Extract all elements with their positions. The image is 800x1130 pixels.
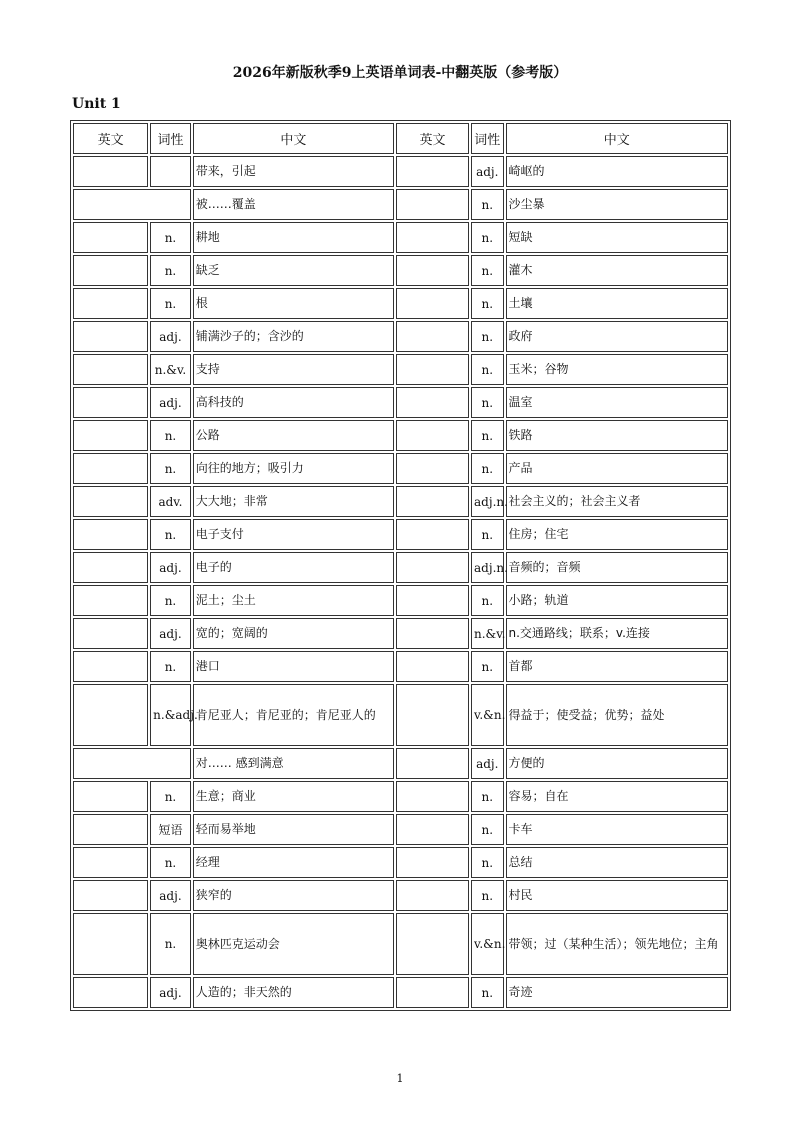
chinese-meaning-cell: 得益于；使受益；优势；益处 (506, 684, 728, 746)
part-of-speech-cell: adv. (150, 486, 191, 517)
part-of-speech-cell: n. (150, 420, 191, 451)
chinese-meaning-cell: 沙尘暴 (506, 189, 728, 220)
english-answer-cell[interactable] (73, 748, 191, 779)
chinese-meaning-cell: 电子支付 (193, 519, 394, 550)
chinese-meaning-cell: 容易；自在 (506, 781, 728, 812)
chinese-meaning-cell: 音频的；音频 (506, 552, 728, 583)
part-of-speech-cell: v.&n. (471, 913, 504, 975)
chinese-meaning-cell: 玉米；谷物 (506, 354, 728, 385)
table-row (73, 684, 728, 746)
english-answer-cell[interactable] (396, 321, 469, 352)
chinese-meaning-cell: 泥土；尘土 (193, 585, 394, 616)
table-row (73, 977, 728, 1008)
english-answer-cell[interactable] (396, 354, 469, 385)
chinese-meaning-cell: 首都 (506, 651, 728, 682)
part-of-speech-cell: n. (471, 255, 504, 286)
part-of-speech-cell: n. (471, 519, 504, 550)
table-row (73, 288, 728, 319)
part-of-speech-cell: n. (471, 880, 504, 911)
part-of-speech-cell: n. (471, 977, 504, 1008)
part-of-speech-cell: v.&n. (471, 684, 504, 746)
chinese-meaning-cell: 高科技的 (193, 387, 394, 418)
english-answer-cell[interactable] (73, 321, 148, 352)
vocabulary-table (70, 120, 731, 1011)
part-of-speech-cell: n. (471, 651, 504, 682)
chinese-meaning-cell: 短缺 (506, 222, 728, 253)
table-row (73, 486, 728, 517)
part-of-speech-cell: n. (471, 387, 504, 418)
english-answer-cell[interactable] (396, 486, 469, 517)
table-row (73, 618, 728, 649)
english-answer-cell[interactable] (396, 781, 469, 812)
chinese-meaning-cell: 灌木 (506, 255, 728, 286)
part-of-speech-cell: n. (471, 420, 504, 451)
english-answer-cell[interactable] (73, 453, 148, 484)
english-answer-cell[interactable] (396, 748, 469, 779)
chinese-meaning-cell: 大大地；非常 (193, 486, 394, 517)
header-chinese: 中文 (506, 123, 728, 154)
english-answer-cell[interactable] (396, 288, 469, 319)
english-answer-cell[interactable] (396, 387, 469, 418)
table-row (73, 222, 728, 253)
chinese-meaning-cell: 崎岖的 (506, 156, 728, 187)
part-of-speech-cell: n. (471, 781, 504, 812)
part-of-speech-cell: n. (150, 255, 191, 286)
unit-heading: Unit 1 (72, 96, 121, 112)
part-of-speech-cell: n. (150, 585, 191, 616)
chinese-meaning-cell: 村民 (506, 880, 728, 911)
header-part-of-speech: 词性 (471, 123, 504, 154)
english-answer-cell[interactable] (396, 453, 469, 484)
part-of-speech-cell: adj. (150, 387, 191, 418)
english-answer-cell[interactable] (396, 618, 469, 649)
chinese-meaning-cell: 奥林匹克运动会 (193, 913, 394, 975)
table-row (73, 189, 728, 220)
chinese-meaning-cell: 总结 (506, 847, 728, 878)
part-of-speech-cell: adj. (150, 321, 191, 352)
part-of-speech-cell: n. (471, 453, 504, 484)
part-of-speech-cell: adj. (150, 977, 191, 1008)
part-of-speech-cell: n. (150, 651, 191, 682)
header-english: 英文 (396, 123, 469, 154)
chinese-meaning-cell: 电子的 (193, 552, 394, 583)
english-answer-cell[interactable] (396, 222, 469, 253)
english-answer-cell[interactable] (396, 585, 469, 616)
table-row (73, 781, 728, 812)
english-answer-cell[interactable] (73, 847, 148, 878)
english-answer-cell[interactable] (396, 552, 469, 583)
chinese-meaning-cell: 温室 (506, 387, 728, 418)
table-row (73, 880, 728, 911)
table-row (73, 585, 728, 616)
chinese-meaning-cell: 卡车 (506, 814, 728, 845)
chinese-meaning-cell: 政府 (506, 321, 728, 352)
english-answer-cell[interactable] (396, 847, 469, 878)
table-row (73, 156, 728, 187)
english-answer-cell[interactable] (73, 585, 148, 616)
english-answer-cell[interactable] (73, 684, 148, 746)
english-answer-cell[interactable] (73, 288, 148, 319)
part-of-speech-cell: n.&adj. (150, 684, 191, 746)
english-answer-cell[interactable] (73, 486, 148, 517)
english-answer-cell[interactable] (73, 651, 148, 682)
part-of-speech-cell: n. (471, 585, 504, 616)
table-row (73, 847, 728, 878)
chinese-meaning-cell: 公路 (193, 420, 394, 451)
part-of-speech-cell: n. (471, 847, 504, 878)
chinese-meaning-cell: 被……覆盖 (193, 189, 394, 220)
english-answer-cell[interactable] (396, 814, 469, 845)
chinese-meaning-cell: 方便的 (506, 748, 728, 779)
table-body (73, 156, 728, 1008)
part-of-speech-cell: n.&v. (471, 618, 504, 649)
table-row (73, 814, 728, 845)
part-of-speech-cell: n. (471, 189, 504, 220)
english-answer-cell[interactable] (73, 781, 148, 812)
chinese-meaning-cell: 土壤 (506, 288, 728, 319)
chinese-meaning-cell: 港口 (193, 651, 394, 682)
part-of-speech-cell: n. (150, 288, 191, 319)
chinese-meaning-cell: 向往的地方；吸引力 (193, 453, 394, 484)
english-answer-cell[interactable] (73, 814, 148, 845)
chinese-meaning-cell: 耕地 (193, 222, 394, 253)
chinese-meaning-cell: 人造的；非天然的 (193, 977, 394, 1008)
part-of-speech-cell: adj. (150, 552, 191, 583)
english-answer-cell[interactable] (396, 420, 469, 451)
header-english: 英文 (73, 123, 148, 154)
part-of-speech-cell: n. (471, 814, 504, 845)
english-answer-cell[interactable] (396, 156, 469, 187)
part-of-speech-cell: n. (150, 847, 191, 878)
english-answer-cell[interactable] (73, 189, 191, 220)
chinese-meaning-cell: 轻而易举地 (193, 814, 394, 845)
english-answer-cell[interactable] (396, 651, 469, 682)
part-of-speech-cell: n. (150, 222, 191, 253)
chinese-meaning-cell: 产品 (506, 453, 728, 484)
english-answer-cell[interactable] (73, 354, 148, 385)
part-of-speech-cell: adj.n. (471, 552, 504, 583)
table-row (73, 552, 728, 583)
english-answer-cell[interactable] (73, 387, 148, 418)
table-row (73, 321, 728, 352)
part-of-speech-cell: adj. (471, 748, 504, 779)
english-answer-cell[interactable] (73, 255, 148, 286)
table-row (73, 519, 728, 550)
part-of-speech-cell (150, 156, 191, 187)
english-answer-cell[interactable] (73, 519, 148, 550)
chinese-meaning-cell: 住房；住宅 (506, 519, 728, 550)
header-part-of-speech: 词性 (150, 123, 191, 154)
chinese-meaning-cell: 奇迹 (506, 977, 728, 1008)
english-answer-cell[interactable] (73, 156, 148, 187)
chinese-meaning-cell: 小路；轨道 (506, 585, 728, 616)
chinese-meaning-cell: 铺满沙子的；含沙的 (193, 321, 394, 352)
english-answer-cell[interactable] (396, 255, 469, 286)
english-answer-cell[interactable] (73, 913, 148, 975)
english-answer-cell[interactable] (73, 222, 148, 253)
table-header-row (73, 123, 728, 154)
part-of-speech-cell: n. (150, 781, 191, 812)
chinese-meaning-cell: 对…… 感到满意 (193, 748, 394, 779)
page-number: 1 (396, 1072, 404, 1085)
english-answer-cell[interactable] (396, 880, 469, 911)
chinese-meaning-cell: 铁路 (506, 420, 728, 451)
english-answer-cell[interactable] (73, 977, 148, 1008)
english-answer-cell[interactable] (396, 519, 469, 550)
chinese-meaning-cell: 经理 (193, 847, 394, 878)
chinese-meaning-cell: 生意；商业 (193, 781, 394, 812)
part-of-speech-cell: adj. (471, 156, 504, 187)
part-of-speech-cell: adj. (150, 618, 191, 649)
table-row (73, 255, 728, 286)
part-of-speech-cell: 短语 (150, 814, 191, 845)
english-answer-cell[interactable] (73, 880, 148, 911)
table-row (73, 387, 728, 418)
table-row (73, 420, 728, 451)
english-answer-cell[interactable] (73, 618, 148, 649)
table-row (73, 354, 728, 385)
table-row (73, 651, 728, 682)
part-of-speech-cell: n. (471, 321, 504, 352)
english-answer-cell[interactable] (396, 684, 469, 746)
chinese-meaning-cell: 根 (193, 288, 394, 319)
part-of-speech-cell: adj. (150, 880, 191, 911)
part-of-speech-cell: n. (150, 519, 191, 550)
part-of-speech-cell: n. (471, 354, 504, 385)
part-of-speech-cell: adj.n. (471, 486, 504, 517)
english-answer-cell[interactable] (396, 977, 469, 1008)
table-row (73, 453, 728, 484)
english-answer-cell[interactable] (396, 913, 469, 975)
part-of-speech-cell: n. (471, 222, 504, 253)
chinese-meaning-cell: 带领；过（某种生活）；领先地位；主角 (506, 913, 728, 975)
chinese-meaning-cell: 宽的；宽阔的 (193, 618, 394, 649)
document-title: 2026年新版秋季9上英语单词表-中翻英版（参考版） (232, 65, 568, 81)
part-of-speech-cell: n. (150, 913, 191, 975)
chinese-meaning-cell: n.交通路线；联系；v.连接 (506, 618, 728, 649)
english-answer-cell[interactable] (73, 420, 148, 451)
table-row (73, 913, 728, 975)
header-chinese: 中文 (193, 123, 394, 154)
part-of-speech-cell: n.&v. (150, 354, 191, 385)
english-answer-cell[interactable] (396, 189, 469, 220)
chinese-meaning-cell: 缺乏 (193, 255, 394, 286)
part-of-speech-cell: n. (150, 453, 191, 484)
table-row (73, 748, 728, 779)
english-answer-cell[interactable] (73, 552, 148, 583)
chinese-meaning-cell: 狭窄的 (193, 880, 394, 911)
chinese-meaning-cell: 带来，引起 (193, 156, 394, 187)
chinese-meaning-cell: 社会主义的；社会主义者 (506, 486, 728, 517)
chinese-meaning-cell: 肯尼亚人；肯尼亚的；肯尼亚人的 (193, 684, 394, 746)
part-of-speech-cell: n. (471, 288, 504, 319)
chinese-meaning-cell: 支持 (193, 354, 394, 385)
